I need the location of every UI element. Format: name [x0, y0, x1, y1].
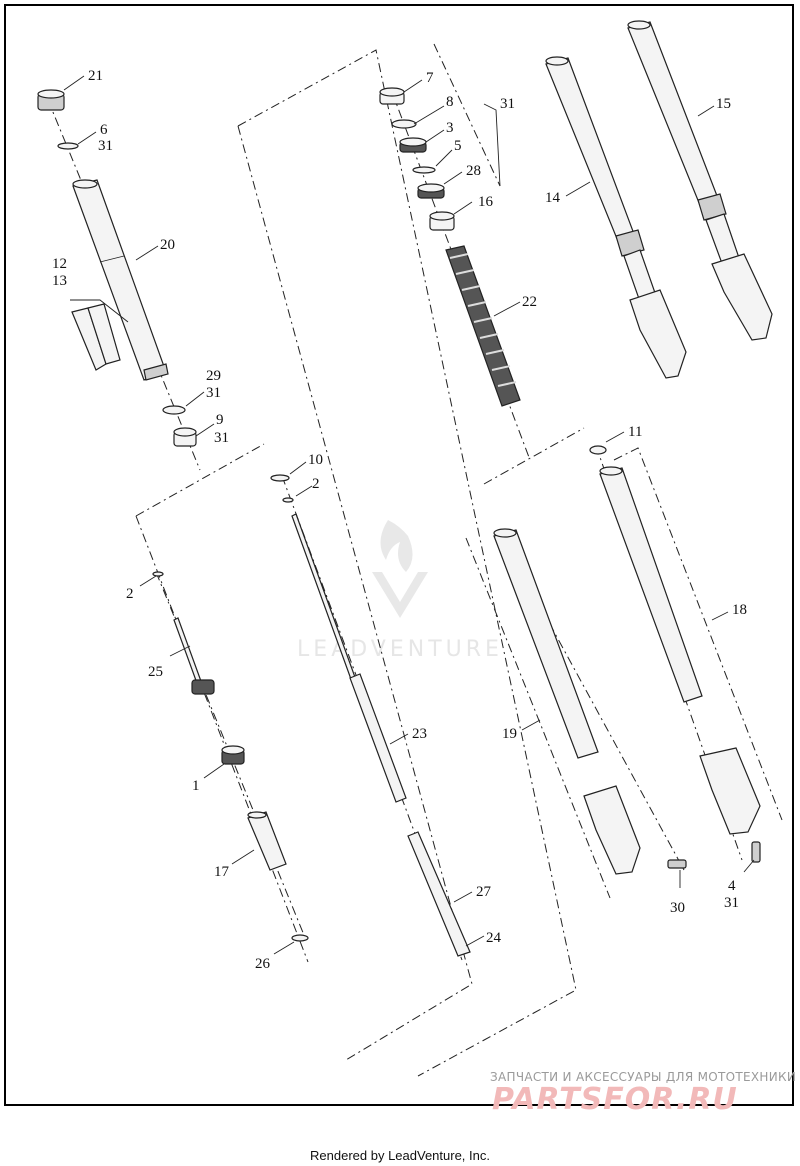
callout-27: 27: [476, 884, 491, 900]
part-19-slider: [494, 529, 640, 874]
part-22-fork-spring: [446, 246, 520, 406]
callout-31: 31: [206, 385, 221, 401]
callout-8: 8: [446, 94, 454, 110]
v-logo-icon: [372, 572, 428, 618]
callout-15: 15: [716, 96, 731, 112]
brand-subtitle: ЗАПЧАСТИ И АКСЕССУАРЫ ДЛЯ МОТОТЕХНИКИ: [490, 1070, 797, 1084]
render-credit: Rendered by LeadVenture, Inc.: [310, 1148, 490, 1163]
callout-20: 20: [160, 237, 175, 253]
leadventure-watermark: [297, 520, 503, 662]
callout-13: 13: [52, 273, 67, 289]
callout-2: 2: [126, 586, 134, 602]
callout-29: 29: [206, 368, 221, 384]
part-30-bolt: [668, 860, 686, 868]
callout-3: 3: [446, 120, 454, 136]
part-18-slider: [600, 467, 760, 834]
part-2-pin-lower: [153, 572, 163, 576]
callout-10: 10: [308, 452, 323, 468]
callout-26: 26: [255, 956, 270, 972]
brand-logo-text: PARTSFOR.RU: [492, 1082, 738, 1117]
callout-9: 9: [216, 412, 224, 428]
callout-11: 11: [628, 424, 643, 440]
callout-18: 18: [732, 602, 747, 618]
callout-16: 16: [478, 194, 493, 210]
part-7-spacer: [380, 88, 404, 104]
callout-14: 14: [545, 190, 560, 206]
callout-31: 31: [214, 430, 229, 446]
part-29-washer: [163, 406, 185, 414]
assembly-outlines: [136, 44, 782, 1076]
part-9-bushing: [174, 428, 196, 446]
callout-5: 5: [454, 138, 462, 154]
part-1-nut: [222, 746, 244, 764]
callout-6: 6: [100, 122, 108, 138]
part-27-tube: [408, 832, 470, 956]
part-8-washer: [392, 120, 416, 128]
part-5-clip: [413, 167, 435, 173]
part-10-nut: [271, 475, 289, 481]
callout-1: 1: [192, 778, 200, 794]
part-21-fork-cap: [38, 90, 64, 110]
callout-28: 28: [466, 163, 481, 179]
callout-17: 17: [214, 864, 229, 880]
flame-logo-icon: [380, 520, 412, 572]
callout-labels: [52, 68, 747, 972]
part-26-washer: [292, 935, 308, 941]
part-11-cap: [590, 446, 606, 454]
callout-12: 12: [52, 256, 67, 272]
callout-4: 4: [728, 878, 736, 894]
watermark-text: LEADVENTURE: [297, 637, 503, 662]
callout-31: 31: [500, 96, 515, 112]
callout-19: 19: [502, 726, 517, 742]
part-25-adjuster-rod: [174, 618, 214, 694]
callout-22: 22: [522, 294, 537, 310]
part-4-bolt: [752, 842, 760, 862]
callout-2: 2: [312, 476, 320, 492]
callout-24: 24: [486, 930, 501, 946]
callout-30: 30: [670, 900, 685, 916]
callout-21: 21: [88, 68, 103, 84]
leader-lines: [64, 76, 754, 954]
part-28-seal: [418, 184, 444, 198]
callout-31: 31: [724, 895, 739, 911]
part-2-pin-upper: [283, 498, 293, 502]
callout-31: 31: [98, 138, 113, 154]
part-12-13-fork-guard: [72, 304, 120, 370]
callout-25: 25: [148, 664, 163, 680]
part-16-bushing: [430, 212, 454, 230]
part-17-sleeve: [248, 812, 286, 870]
part-6-o-ring: [58, 143, 78, 149]
part-3-seal: [400, 138, 426, 152]
callout-7: 7: [426, 70, 434, 86]
callout-23: 23: [412, 726, 427, 742]
